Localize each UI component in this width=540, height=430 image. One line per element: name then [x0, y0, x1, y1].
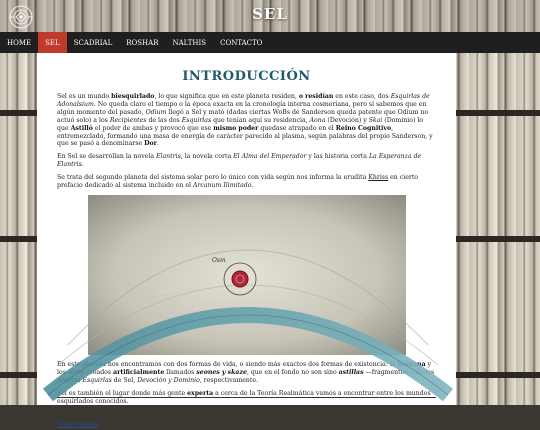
intro-paragraph: Sel es un mundo biesquirlado, lo que significa que en este planeta residen, o residían en este caso, dos Esquirlas de Adonalsium. No queda claro el tiempo o la época exacta en la cronología interna cosmeriana, pero sí sabemos que en algún momento del pasado, Odium llegó a Sel y mató (dadas ciertas WoBs de Sanderson queda patente que Odium no actuó solo) a los Recipientes de las dos Esquirlas que tenían aquí su residencia, Aona (Devoción) y Skai (Dominio) lo que Astilló el poder de ambas y provocó que ese mismo poder quedase atrapado en el Reino Cognitivo, entremezclado, formando una masa de energía de carácter parecido al plasma, según palabras del propio Sanderson, y que se pasó a denominarse Dor. [57, 93, 433, 148]
back-to-top-link[interactable]: Volver arriba [57, 420, 98, 428]
planet-label: Sel / Seol [155, 275, 205, 298]
main-nav [0, 32, 540, 53]
site-header [0, 0, 540, 32]
nav-home[interactable]: HOME [7, 38, 32, 47]
nav-contacto[interactable]: CONTACTO [220, 38, 263, 47]
nav-sel[interactable]: SEL [38, 32, 67, 53]
lifeforms-paragraph: En este planeta nos encontramos con dos formas de vida, o siendo más exactos dos formas de existencia: la humana y los seres creados artificialmente llamados seones y skaze, que en el fondo no son sino astillas —fragmentos— de las propias Esquirlas de Sel, Devoción y Dominio, respectivamente. [57, 360, 435, 384]
khriss-link[interactable]: Khriss [368, 174, 389, 182]
experts-paragraph: Sel es también el lugar donde más gente experta a cerca de la Teoría Realmática vamos a encontrar entre los mundos esquirlados conocidos. [57, 389, 431, 405]
nav-nalthis[interactable]: NALTHIS [172, 38, 207, 47]
nav-roshar[interactable]: ROSHAR [126, 38, 159, 47]
star-label: Osm [211, 256, 226, 264]
novels-paragraph: En Sel se desarrollan la novela Elantris, la novela corta El Alma del Emperador y las historia corta La Esperanza de Elantris. [57, 153, 422, 169]
nav-scadrial[interactable]: SCADRIAL [73, 38, 113, 47]
planet-paragraph: Se trata del segundo planeta del sistema solar pero lo único con vida según nos informa la erudita Khriss en cierto prefacio dedicado al sistema incluido en el Arcanum Ilimitado. [57, 174, 419, 190]
page-title: INTRODUCCIÓN [182, 69, 311, 84]
solar-system-map [88, 195, 406, 355]
star-icon [232, 271, 248, 287]
main-content [37, 53, 456, 428]
footer-divider [57, 397, 436, 398]
site-title: SEL [252, 5, 288, 23]
